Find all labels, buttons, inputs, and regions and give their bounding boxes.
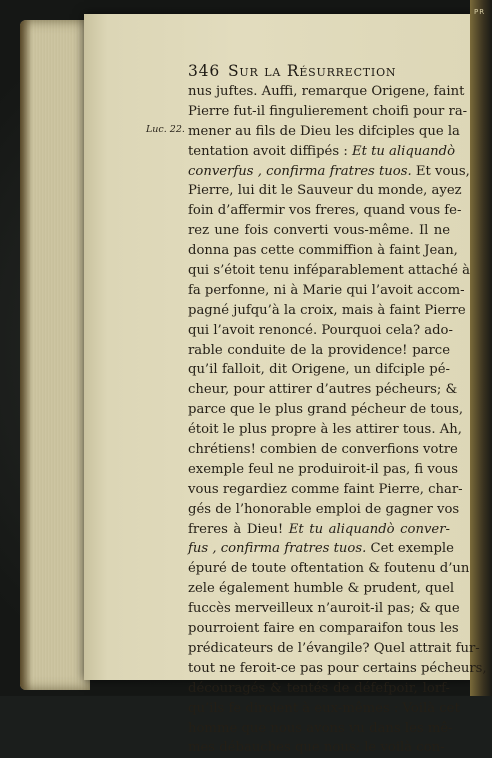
text-segment: qui l’avoit renoncé. Pourquoi cela? ado- xyxy=(188,322,453,338)
text-line xyxy=(188,460,459,480)
text-line xyxy=(188,281,465,301)
italic-segment: fus , confirma fratres tuos. xyxy=(188,541,367,557)
text-line xyxy=(188,500,460,520)
text-line xyxy=(188,380,458,400)
facing-page-edge xyxy=(470,0,492,696)
text-segment: cheur, pour attirer d’autres pécheurs; & xyxy=(188,382,458,398)
text-line xyxy=(188,301,466,321)
text-segment: freres à Dieu! xyxy=(188,521,289,537)
italic-segment: Et tu aliquandò conver- xyxy=(288,521,450,537)
text-segment: fuccès merveilleux n’auroit-il pas; & que xyxy=(188,601,460,617)
text-line xyxy=(188,221,450,241)
italic-segment: converfus , confirma fratres tuos. xyxy=(188,163,412,179)
text-line xyxy=(188,142,456,162)
text-segment: qui s’étoit tenu inféparablement attaché à xyxy=(188,263,471,279)
text-line xyxy=(188,181,462,201)
text-line xyxy=(188,719,453,739)
text-line xyxy=(188,82,465,102)
text-segment: qu’il falloit, dit Origene, un difciple pé- xyxy=(188,362,450,378)
running-head-title: Sur la Résurrection xyxy=(228,62,397,80)
text-segment: tentation avoit diffipés : xyxy=(188,143,352,159)
text-segment: Cet exemple xyxy=(366,541,454,557)
text-segment: Pierre fut-il fingulierement choifi pour ra- xyxy=(188,103,468,119)
text-segment: épuré de toute oftentation & foutenu d’un xyxy=(188,561,470,577)
text-line xyxy=(188,241,458,261)
text-segment: rable conduite de la providence! parce xyxy=(188,342,450,358)
text-line xyxy=(188,619,459,639)
text-segment: qu’ils fe diroient à eux-mêmes : Voilà cet xyxy=(188,700,460,716)
text-segment: nus juftes. Auffi, remarque Origene, faint xyxy=(188,84,465,99)
text-segment: chrétiens! combien de converfions votre xyxy=(188,442,458,458)
text-segment: zele également humble & prudent, quel xyxy=(188,581,455,597)
margin-note: Luc. 22. xyxy=(146,124,185,135)
text-segment: homme que nous avons vu dans les mê- xyxy=(188,720,453,736)
text-line xyxy=(188,738,450,758)
text-line xyxy=(188,579,455,599)
text-line xyxy=(188,520,450,540)
text-line xyxy=(188,201,462,221)
text-line xyxy=(188,599,460,619)
text-segment: mes débauches que nous; le voilà con- xyxy=(188,740,445,756)
text-segment: foin d’affermir vos freres, quand vous fe- xyxy=(188,203,462,219)
text-line xyxy=(188,559,470,579)
text-line xyxy=(188,440,458,460)
text-line xyxy=(188,261,471,281)
text-line xyxy=(188,400,464,420)
text-line xyxy=(188,679,450,699)
text-segment: pourroient faire en comparaifon tous les xyxy=(188,621,459,637)
text-block xyxy=(188,82,487,758)
text-segment: parce que le plus grand pécheur de tous, xyxy=(188,402,464,418)
italic-segment: Et tu aliquandò xyxy=(351,143,456,159)
text-line xyxy=(188,420,462,440)
text-segment: pagné jufqu’à la croix, mais à faint Pierre xyxy=(188,302,466,318)
side-tab-label: PR xyxy=(474,8,486,16)
page-number: 346 xyxy=(188,62,220,80)
text-segment: rez une fois converti vous-même. Il ne xyxy=(188,223,450,239)
text-segment: gés de l’honorable emploi de gagner vos xyxy=(188,501,460,517)
text-line xyxy=(188,699,460,719)
text-line xyxy=(188,321,453,341)
text-segment: Pierre, lui dit le Sauveur du monde, ayez xyxy=(188,183,462,199)
text-segment: prédicateurs de l’évangile? Quel attrait fur- xyxy=(188,640,480,656)
page-edge-shadow xyxy=(20,20,32,690)
text-line xyxy=(188,480,463,500)
text-segment: donna pas cette commiffion à faint Jean, xyxy=(188,243,458,259)
text-line xyxy=(188,162,470,182)
text-line xyxy=(188,102,468,122)
text-segment: mener au fils de Dieu les difciples que la xyxy=(188,123,460,139)
text-line xyxy=(188,539,454,559)
text-segment: Et vous, xyxy=(411,163,470,179)
text-line xyxy=(188,122,460,142)
text-segment: exemple feul ne produiroit-il pas, fi vous xyxy=(188,461,459,477)
text-line xyxy=(188,659,487,679)
text-line xyxy=(188,639,480,659)
text-segment: étoit le plus propre à les attirer tous. Ah, xyxy=(188,422,462,438)
running-head xyxy=(188,62,450,84)
text-segment: fa perfonne, ni à Marie qui l’avoit accom- xyxy=(188,282,465,298)
text-segment: tout ne feroit-ce pas pour certains pécheurs, xyxy=(188,660,487,676)
text-line xyxy=(188,360,450,380)
text-line xyxy=(188,341,450,361)
text-segment: vous regardiez comme faint Pierre, char- xyxy=(188,481,463,497)
text-segment: découragés & tentés de défefpoir, lorf- xyxy=(188,680,450,696)
